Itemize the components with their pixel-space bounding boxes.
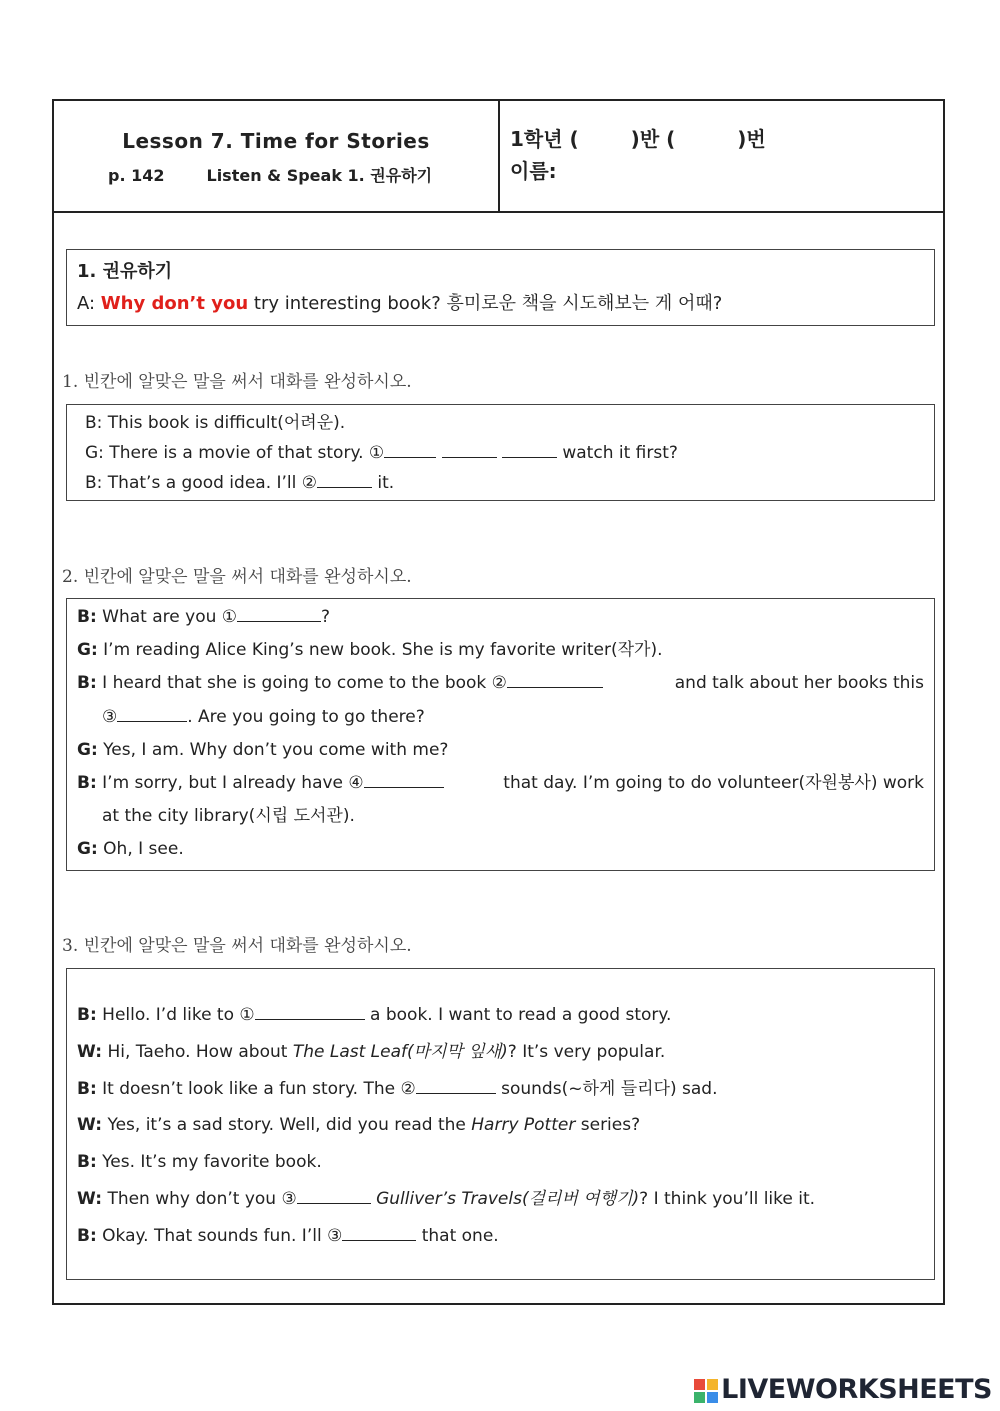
lesson-subtitle xyxy=(108,163,432,186)
blank-2a[interactable] xyxy=(237,607,321,622)
q1-instruction: 1. 빈칸에 알맞은 말을 써서 대화를 완성하시오. xyxy=(62,372,412,392)
intro-heading: 1. 권유하기 xyxy=(77,261,173,282)
blank-2b[interactable] xyxy=(507,673,603,688)
liveworksheets-logo-icon xyxy=(694,1379,718,1403)
blank-1d[interactable] xyxy=(317,473,372,488)
liveworksheets-logo: LIVEWORKSHEETS xyxy=(694,1374,992,1405)
name-label: 이름: xyxy=(510,159,557,183)
blank-1b[interactable] xyxy=(442,443,497,458)
class-line: 1학년 ( )반 ( )번 xyxy=(510,127,766,151)
blank-2c[interactable] xyxy=(117,707,187,722)
blank-3c[interactable] xyxy=(297,1189,371,1204)
q3-instruction: 3. 빈칸에 알맞은 말을 써서 대화를 완성하시오. xyxy=(62,936,412,956)
lesson-title: Lesson 7. Time for Stories xyxy=(122,129,430,153)
worksheet-frame xyxy=(52,99,945,1305)
q3-box: B: Hello. I’d like to ① a book. I want to read a good story. W: Hi, Taeho. How about The Last Leaf(마지막 잎새)? It’s very popular. B: It doesn’t look like a fun story. The ② sounds(~하게 들리다) sad. W: Yes, it’s a sad story. Well, did you read the Harry Potter series? B: Yes. It’s my favorite book. W: Then why don’t you ③ Gulliver’s Travels(걸리버 여행기)? I think you’ll like it. B: Okay. That sounds fun. I’ll ③ that one. xyxy=(66,968,935,1280)
q1-box: B: This book is difficult(어려운). G: There is a movie of that story. ① watch it first? B: That’s a good idea. I’ll ② it. xyxy=(66,404,935,501)
header-left xyxy=(54,101,500,211)
blank-1c[interactable] xyxy=(502,443,557,458)
q2-instruction: 2. 빈칸에 알맞은 말을 써서 대화를 완성하시오. xyxy=(62,567,412,587)
student-info xyxy=(510,123,766,187)
intro-box xyxy=(66,249,935,326)
page-number: p. 142 xyxy=(108,166,165,185)
section-name: Listen & Speak 1. 권유하기 xyxy=(206,166,433,185)
blank-3d[interactable] xyxy=(342,1226,416,1241)
intro-highlight: Why don’t you xyxy=(100,293,249,314)
blank-1a[interactable] xyxy=(384,443,436,458)
blank-3b[interactable] xyxy=(416,1079,496,1094)
intro-line: A: Why don’t you try interesting book? 흥미로운 책을 시도해보는 게 어때? xyxy=(77,293,723,314)
header xyxy=(54,101,943,213)
blank-2d[interactable] xyxy=(364,773,444,788)
blank-3a[interactable] xyxy=(255,1005,365,1020)
q2-box: B: What are you ① ? G: I’m reading Alice King’s new book. She is my favorite writer(작가). B: I heard that she is going to come to the book ② and talk about her books this ③ . Are you going to go there? G: Yes, I am. Why don’t you come with me? B: I’m sorry, but I already have ④ that day. I’m going to do volunteer(자원봉사) work at the city library(시립 도서관). G: Oh, I see. xyxy=(66,598,935,871)
